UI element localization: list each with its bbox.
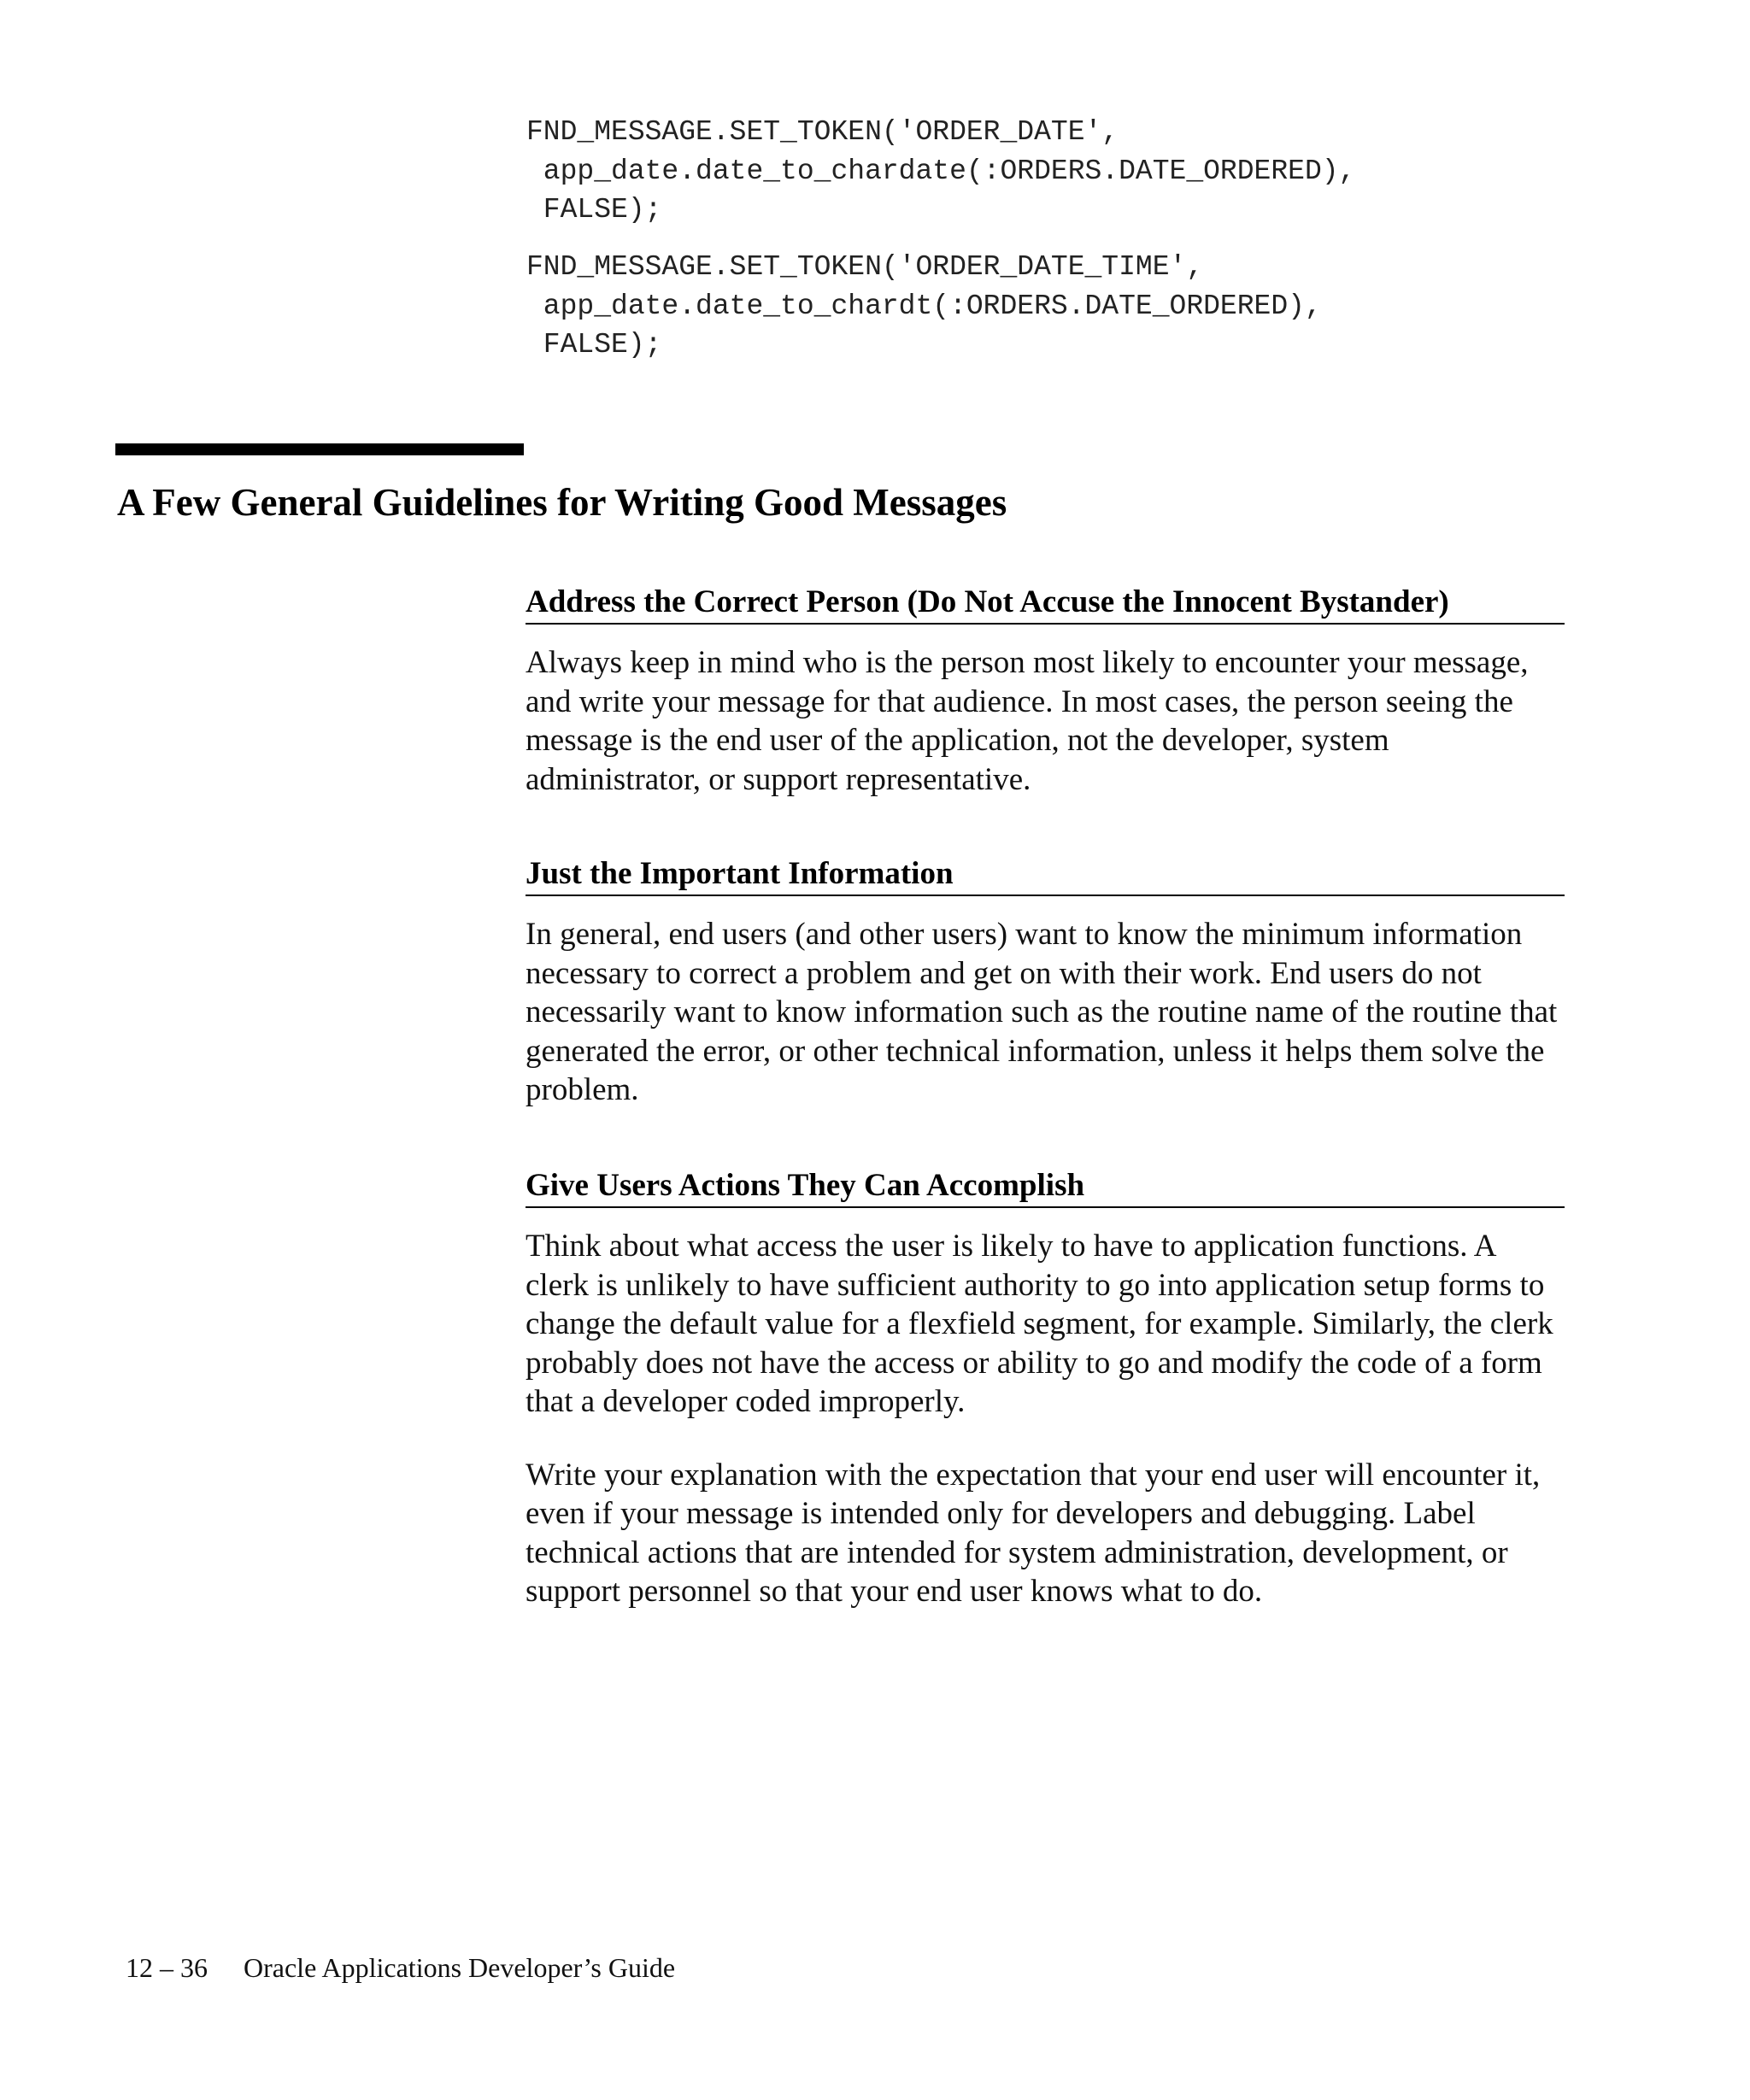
subsection-title: Address the Correct Person (Do Not Accuse the Innocent Bystander) [526,584,1565,625]
section-heading: A Few General Guidelines for Writing Good Messages [117,481,1007,524]
paragraph: Always keep in mind who is the person most likely to encounter your message, and write your message for that audience. In most cases, the person seeing the message is the end user of the application, not the developer, system administrator, or support representative. [526,645,1529,797]
subsection-title: Just the Important Information [526,855,1565,896]
paragraph: In general, end users (and other users) want to know the minimum information necessary to correct a problem and get on with their work. End users do not necessarily want to know information such as the routine name of the routine that generated the error, or other technical information, unless it helps them solve the problem. [526,917,1558,1107]
subsection-give-users-actions [526,1167,1565,1611]
code-example-order-date: FND_MESSAGE.SET_TOKEN('ORDER_DATE', app_date.date_to_chardate(:ORDERS.DATE_ORDERED), FALSE); [526,116,1356,226]
code-example-order-date-time: FND_MESSAGE.SET_TOKEN('ORDER_DATE_TIME', app_date.date_to_chardt(:ORDERS.DATE_ORDERED), FALSE); [526,251,1322,361]
subsection-address-correct-person [526,584,1565,799]
book-title: Oracle Applications Developer’s Guide [244,1952,676,1983]
paragraph: Write your explanation with the expectation that your end user will encounter it, even if your message is intended only for developers and debugging. Label technical actions that are intended for system administration, development, or support personnel so that your end user knows what to do. [526,1457,1541,1609]
page-number: 12 – 36 [126,1952,208,1983]
page-footer [126,1950,675,1985]
subsection-important-information [526,855,1565,1110]
paragraph: Think about what access the user is likely to have to application functions. A clerk is unlikely to have sufficient authority to go into application setup forms to change the default value for a flexfield segment, for example. Similarly, the clerk probably does not have the access or ability to go and modify the code of a form that a developer coded improperly. [526,1229,1553,1419]
subsection-title: Give Users Actions They Can Accomplish [526,1167,1565,1208]
section-rule-bar [115,443,524,455]
